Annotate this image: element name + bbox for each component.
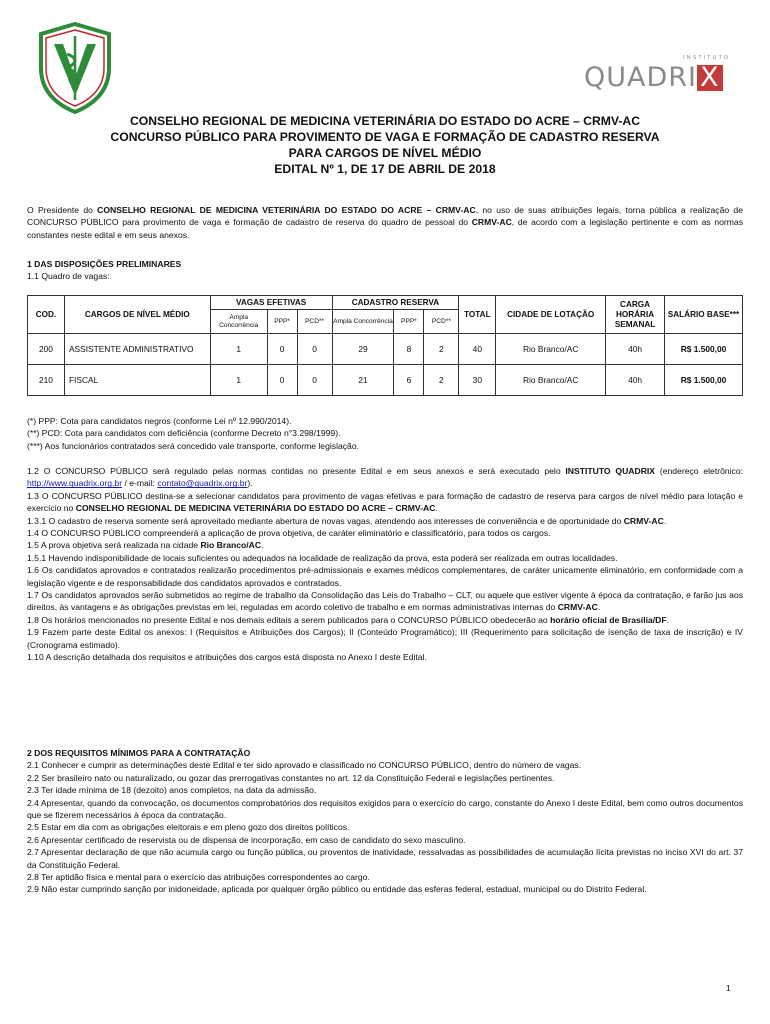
table-row: 210 FISCAL 1 0 0 21 6 2 30 Rio Branco/AC 40h R$ 1.500,00 — [28, 365, 743, 396]
table-notes — [27, 415, 743, 452]
paragraph-1-10: 1.10 A descrição detalhada dos requisitos e atribuições dos cargos está disposta no Anexo I deste Edital. — [27, 652, 427, 663]
paragraph-1-6: 1.6 Os candidatos aprovados e contratados realizarão procedimentos pré-admissionais e exames médicos complementares, de caráter unicamente eliminatório, em conformidade com a legislação vigente e de responsabilidade dos candidatos aprovados e contratados. — [27, 565, 743, 588]
paragraph-1-4: 1.4 O CONCURSO PÚBLICO compreenderá a aplicação de prova objetiva, de caráter eliminatório e classificatório, para todos os cargos. — [27, 528, 551, 539]
header-cadastro-pcd: PCD** — [424, 310, 459, 334]
section-1 — [27, 258, 743, 283]
quadrix-logo — [584, 55, 742, 97]
section-2-title: 2 DOS REQUISITOS MÍNIMOS PARA A CONTRATAÇÃO — [27, 748, 251, 758]
page-number: 1 — [726, 983, 731, 993]
paragraph-1-7: 1.7 Os candidatos aprovados serão submetidos ao regime de trabalho da Consolidação das Leis do Trabalho – CLT, ou aquele que estiver vigente à época da contratação, e farão jus aos direitos, às vantagens e às obrigações previstas em lei, reguladas em acordo coletivo de trabalho e em normas administrativas internas do CRMV-AC. — [27, 590, 743, 613]
paragraph-2-5: 2.5 Estar em dia com as obrigações eleitorais e em pleno gozo dos direitos políticos. — [27, 822, 350, 833]
title-line-1: CONSELHO REGIONAL DE MEDICINA VETERINÁRIA DO ESTADO DO ACRE – CRMV-AC — [129, 114, 641, 128]
quadrix-wordmark: QUADRI X — [584, 63, 723, 93]
intro-paragraph: O Presidente do CONSELHO REGIONAL DE MEDICINA VETERINÁRIA DO ESTADO DO ACRE – CRMV-AC, no uso de suas atribuições legais, torna pública a realização de CONCURSO PÚBLICO para provimento de vaga e formação de cadastro de reserva do quadro de pessoal do CRMV-AC, de acordo com a legislação pertinente e com as normas constantes neste edital e em seus anexos. — [27, 205, 743, 240]
title-line-3: PARA CARGOS DE NÍVEL MÉDIO — [288, 146, 482, 160]
paragraph-2-9: 2.9 Não estar cumprindo sanção por inidoneidade, aplicada por qualquer órgão público ou entidade das esferas federal, estadual, municipal ou do Distrito Federal. — [27, 884, 647, 895]
header-carga: CARGA HORÁRIA SEMANAL — [606, 296, 665, 334]
header-vagas: VAGAS EFETIVAS — [210, 296, 332, 310]
header-vagas-pcd: PCD** — [297, 310, 332, 334]
paragraph-1-3: 1.3 O CONCURSO PÚBLICO destina-se a selecionar candidatos para provimento de vagas efetivas e para formação de cadastro de reserva para cargos de nível médio para lotação e exercício no CONSELHO REGIONAL DE MEDICINA VETERINÁRIA DO ESTADO DO ACRE – CRMV-AC. — [27, 490, 743, 514]
section-1-body — [27, 465, 743, 664]
note-ppp: (*) PPP: Cota para candidatos negros (conforme Lei nº 12.990/2014). — [27, 416, 292, 426]
header-cidade: CIDADE DE LOTAÇÃO — [496, 296, 606, 334]
title-line-2: CONCURSO PÚBLICO PARA PROVIMENTO DE VAGA E FORMAÇÃO DE CADASTRO RESERVA — [110, 130, 660, 144]
note-salario: (***) Aos funcionários contratados será concedido vale transporte, conforme legislação. — [27, 440, 359, 451]
header-total: TOTAL — [459, 296, 496, 334]
section-1-sub: 1.1 Quadro de vagas: — [27, 271, 110, 282]
paragraph-2-3: 2.3 Ter idade mínima de 18 (dezoito) anos completos, na data da admissão. — [27, 785, 317, 796]
vacancy-table — [27, 295, 743, 396]
paragraph-2-4: 2.4 Apresentar, quando da convocação, os documentos comprobatórios dos requisitos exigidos para o exercício do cargo, constante do Anexo I deste Edital, bem como outros documentos que se fizerem necessários à época da contratação. — [27, 797, 743, 821]
header-cod: COD. — [28, 296, 65, 334]
paragraph-1-2: 1.2 O CONCURSO PÚBLICO será regulado pelas normas contidas no presente Edital e em seus anexos e será executado pelo INSTITUTO QUADRIX (endereço eletrônico: http://www.quadrix.org.br / e-mail: contato@quadrix.org.br). — [27, 466, 743, 489]
quadrix-email-link[interactable]: contato@quadrix.org.br — [157, 478, 248, 489]
paragraph-2-6: 2.6 Apresentar certificado de reservista ou de dispensa de incorporação, em caso de candidato do sexo masculino. — [27, 834, 466, 845]
paragraph-1-5: 1.5 A prova objetiva será realizada na cidade Rio Branco/AC. — [27, 540, 264, 551]
header-cadastro: CADASTRO RESERVA — [332, 296, 459, 310]
paragraph-1-5-1: 1.5.1 Havendo indisponibilidade de locais suficientes ou adequados na localidade de realização da prova, esta poderá ser realizada em outras localidades. — [27, 552, 618, 563]
section-1-title: 1 DAS DISPOSIÇÕES PRELIMINARES — [27, 259, 182, 269]
header-vagas-ampla: Ampla Concorrência — [210, 310, 267, 334]
section-2 — [27, 747, 743, 896]
paragraph-2-8: 2.8 Ter aptidão física e mental para o exercício das atribuições correspondentes ao cargo. — [27, 872, 370, 883]
header-cadastro-ampla: Ampla Concorrência — [332, 310, 394, 334]
header-vagas-ppp: PPP* — [267, 310, 297, 334]
header-cadastro-ppp: PPP* — [394, 310, 424, 334]
document-title — [0, 113, 770, 177]
paragraph-2-7: 2.7 Apresentar declaração de que não acumula cargo ou função pública, ou proventos de inatividade, ressalvadas as possibilidades de acumulação lícita previstas no inciso XVI do art. 37 da Constituição Federal. — [27, 847, 743, 870]
header-salario: SALÁRIO BASE*** — [665, 296, 743, 334]
paragraph-2-2: 2.2 Ser brasileiro nato ou naturalizado, ou gozar das prerrogativas constantes no art. 12 da Constituição Federal e legislações pertinentes. — [27, 772, 555, 783]
crmv-logo — [38, 22, 112, 114]
paragraph-1-8: 1.8 Os horários mencionados no presente Edital e nos demais editais a serem publicados para o CONCURSO PÚBLICO obedecerão ao horário oficial de Brasília/DF. — [27, 614, 669, 625]
quadrix-tagline: INSTITUTO — [683, 55, 730, 61]
table-row: 200 ASSISTENTE ADMINISTRATIVO 1 0 0 29 8 2 40 Rio Branco/AC 40h R$ 1.500,00 — [28, 334, 743, 365]
header-cargos: CARGOS DE NÍVEL MÉDIO — [64, 296, 210, 334]
note-pcd: (**) PCD: Cota para candidatos com deficiência (conforme Decreto n°3.298/1999). — [27, 428, 341, 439]
paragraph-1-9: 1.9 Fazem parte deste Edital os anexos: I (Requisitos e Atribuições dos Cargos); II (Conteúdo Programático); III (Requerimento para solicitação de isenção de taxa de inscrição) e IV (Cronograma estimado). — [27, 627, 743, 650]
paragraph-1-3-1: 1.3.1 O cadastro de reserva somente será aproveitado mediante abertura de novas vagas, atendendo aos interesses de conveniência e de oportunidade do CRMV-AC. — [27, 515, 667, 526]
title-line-4: EDITAL Nº 1, DE 17 DE ABRIL DE 2018 — [274, 162, 496, 176]
quadrix-website-link[interactable]: http://www.quadrix.org.br — [27, 478, 123, 489]
paragraph-2-1: 2.1 Conhecer e cumprir as determinações deste Edital e ter sido aprovado e classificado no CONCURSO PÚBLICO, dentro do número de vagas. — [27, 760, 582, 771]
